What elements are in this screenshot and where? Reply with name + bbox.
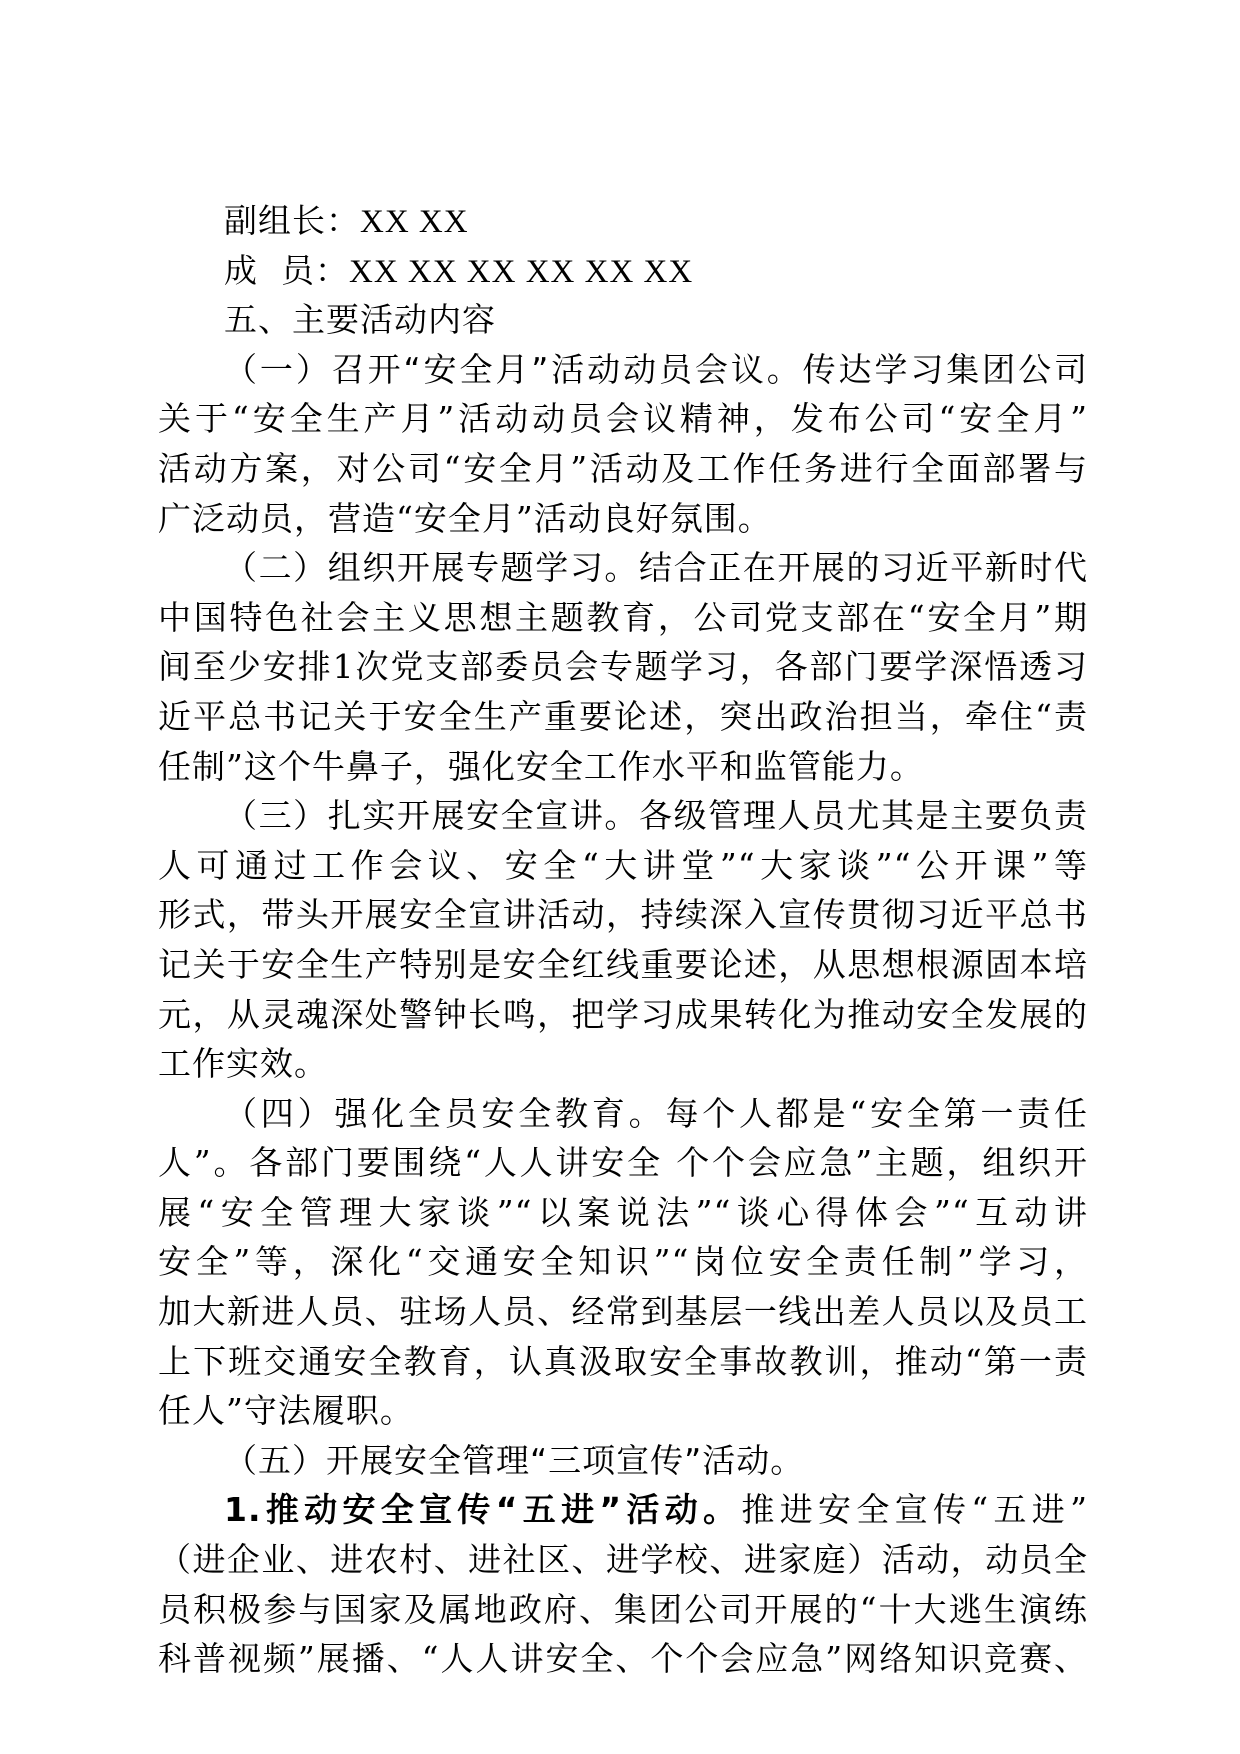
paragraph-line: 上下班交通安全教育，认真汲取安全事故教训，推动“第一责 [158, 1341, 1088, 1381]
subparagraph-text: 推进安全宣传“五进” [741, 1490, 1088, 1530]
paragraph-line: 关于“安全生产月”活动动员会议精神，发布公司“安全月” [158, 399, 1088, 439]
paragraph-line: 广泛动员，营造“安全月”活动良好氛围。 [158, 498, 772, 538]
paragraph-text: 各级管理人员尤其是主要负责 [639, 796, 1088, 836]
paragraph-first-line [158, 1089, 1088, 1139]
paragraph-text: 传达学习集团公司 [802, 349, 1088, 389]
paragraph-lead: （四）强化全员安全教育。 [224, 1093, 666, 1133]
paragraph-line: 近平总书记关于安全生产重要论述，突出政治担当，牵住“责 [158, 696, 1088, 736]
paragraph-lead: （五）开展安全管理“三项宣传”活动。 [224, 1440, 805, 1480]
paragraph-line: 记关于安全生产特别是安全红线重要论述，从思想根源固本培 [158, 944, 1088, 984]
paragraph-lead: （三）扎实开展安全宣讲。 [224, 796, 639, 836]
subparagraph-first-line [158, 1485, 1088, 1535]
paragraph-lead: （一）召开“安全月”活动动员会议。 [224, 349, 803, 389]
paragraph-line: 科普视频”展播、“人人讲安全、个个会应急”网络知识竞赛、 [158, 1639, 1088, 1679]
paragraph-line: 展“安全管理大家谈”“以案说法”“谈心得体会”“互动讲 [158, 1192, 1088, 1232]
deputy-leader-line [158, 196, 1088, 246]
section-title: 五、主要活动内容 [224, 300, 496, 340]
paragraph-first-line [158, 791, 1088, 841]
deputy-leader-names: XX XX [360, 204, 469, 240]
paragraph-line: 活动方案，对公司“安全月”活动及工作任务进行全面部署与 [158, 448, 1088, 488]
members-line [158, 246, 1088, 296]
paragraph-line: 任制”这个牛鼻子，强化安全工作水平和监管能力。 [158, 746, 924, 786]
subparagraph-lead: 1.推动安全宣传“五进”活动。 [224, 1490, 742, 1530]
document-body [158, 196, 1088, 1684]
paragraph-line: 加大新进人员、驻场人员、经常到基层一线出差人员以及员工 [158, 1292, 1088, 1332]
paragraph-lead: （二）组织开展专题学习。 [224, 548, 639, 588]
paragraph-text: 每个人都是“安全第一责任 [665, 1093, 1088, 1133]
members-label: 成 员： [224, 250, 349, 290]
members-names: XX XX XX XX XX XX [348, 253, 694, 290]
paragraph-line: （进企业、进农村、进社区、进学校、进家庭）活动，动员全 [158, 1540, 1088, 1580]
paragraph-text: 结合正在开展的习近平新时代 [639, 548, 1088, 588]
paragraph-line: 人可通过工作会议、安全“大讲堂”“大家谈”“公开课”等 [158, 845, 1088, 885]
deputy-leader-label: 副组长： [224, 201, 360, 240]
paragraph-line: 形式，带头开展安全宣讲活动，持续深入宣传贯彻习近平总书 [158, 895, 1088, 935]
paragraph-line: 人”。各部门要围绕“人人讲安全 个个会应急”主题，组织开 [158, 1143, 1088, 1183]
paragraph-line: 员积极参与国家及属地政府、集团公司开展的“十大逃生演练 [158, 1589, 1088, 1629]
paragraph-line: 中国特色社会主义思想主题教育，公司党支部在“安全月”期 [158, 597, 1088, 637]
paragraph-line: 安全”等，深化“交通安全知识”“岗位安全责任制”学习， [158, 1242, 1088, 1282]
paragraph-line: 任人”守法履职。 [158, 1391, 414, 1431]
paragraph-first-line [158, 543, 1088, 593]
paragraph-line: 工作实效。 [158, 1044, 328, 1084]
paragraph-line: 间至少安排1次党支部委员会专题学习，各部门要学深悟透习 [158, 647, 1088, 687]
paragraph-line: 元，从灵魂深处警钟长鸣，把学习成果转化为推动安全发展的 [158, 994, 1088, 1034]
paragraph-first-line [158, 345, 1088, 395]
